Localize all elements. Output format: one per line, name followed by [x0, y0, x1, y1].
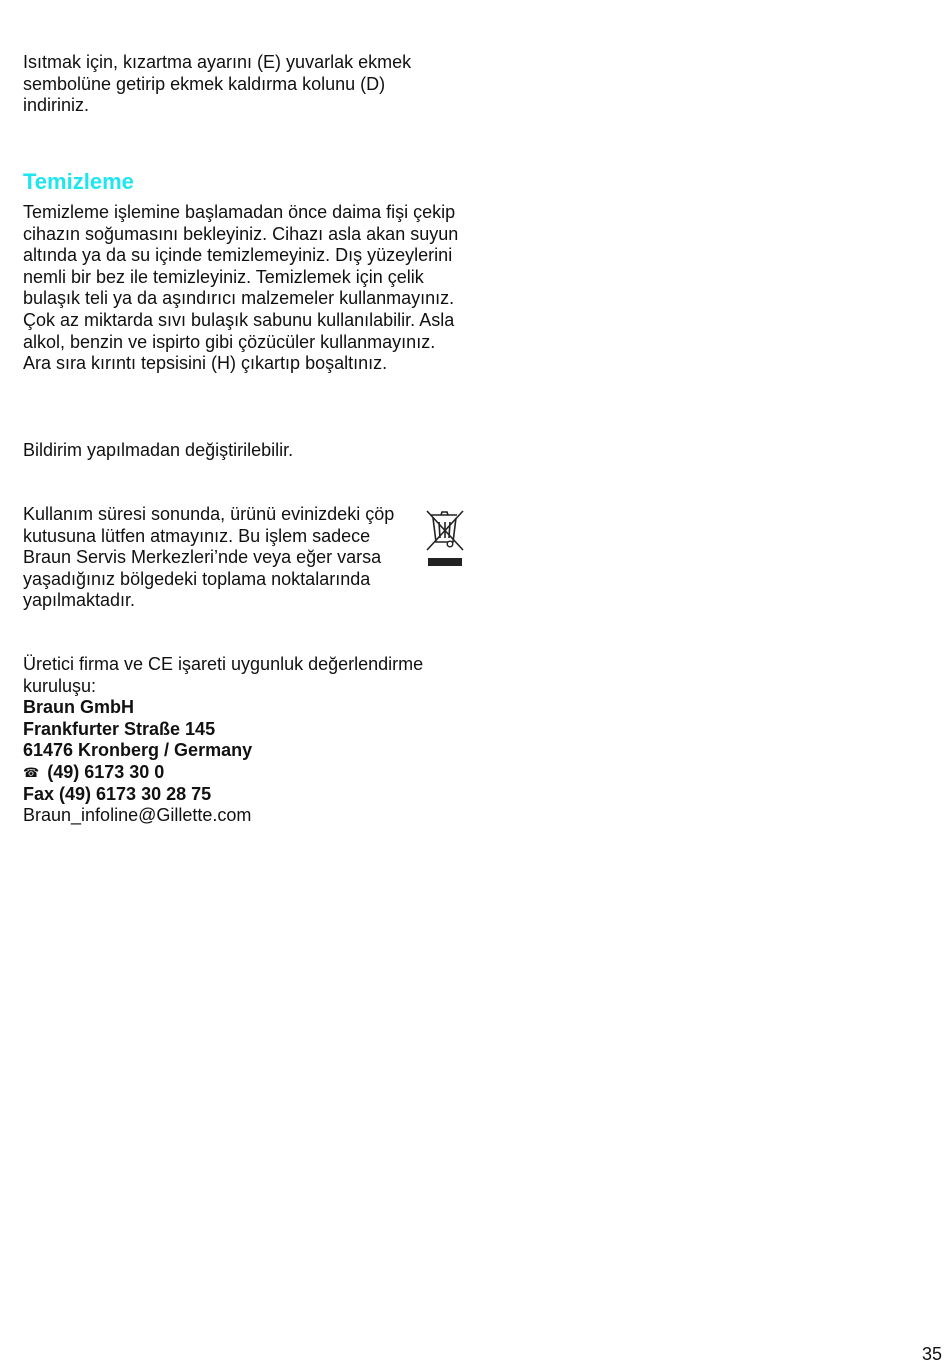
- phone-line: [23, 762, 463, 784]
- crossed-out-wheelie-bin-icon: [423, 508, 467, 570]
- cleaning-paragraph: Temizleme işlemine başlamadan önce daima fişi çekip cihazın soğumasını bekleyiniz. Cihazı asla akan suyun altında ya da su içinde temizlemeyiniz. Dış yüzeylerini nemli bir bez ile temizleyiniz. Temizlemek için çelik bulaşık teli ya da aşındırıcı malzemeler kullanmayınız. Çok az miktarda sıvı bulaşık sabunu kullanılabilir. Asla alkol, benzin ve ispirto gibi çözücüler kullanmayınız. Ara sıra kırıntı tepsisini (H) çıkartıp boşaltınız.: [23, 202, 459, 374]
- notice-paragraph: Bildirim yapılmadan değiştirilebilir.: [23, 440, 294, 460]
- change-notice: [23, 440, 463, 462]
- manufacturer-info: [23, 654, 463, 827]
- phone-number: (49) 6173 30 0: [47, 761, 165, 782]
- heating-paragraph: Isıtmak için, kızartma ayarını (E) yuvarlak ekmek sembolüne getirip ekmek kaldırma kolunu (D) indiriniz.: [23, 52, 412, 116]
- company-name: Braun GmbH: [23, 697, 135, 718]
- cleaning-section: [23, 202, 463, 375]
- disposal-section: [23, 504, 423, 612]
- disposal-paragraph: Kullanım süresi sonunda, ürünü evinizdeki çöp kutusuna lütfen atmayınız. Bu işlem sadece Braun Servis Merkezleri’nde veya eğer varsa yaşadığınız bölgedeki toplama noktalarında yapılmaktadır.: [23, 504, 395, 611]
- fax-line: Fax (49) 6173 30 28 75: [23, 783, 212, 804]
- cleaning-heading: Temizleme: [23, 169, 134, 194]
- email-address: Braun_infoline@Gillette.com: [23, 805, 252, 826]
- street-address: Frankfurter Straße 145: [23, 718, 216, 739]
- heating-instructions: [23, 52, 453, 117]
- phone-icon: ☎: [23, 764, 40, 780]
- page-number: 35: [921, 1344, 942, 1364]
- city-address: 61476 Kronberg / Germany: [23, 740, 253, 761]
- manufacturer-intro: Üretici firma ve CE işareti uygunluk değerlendirme kuruluşu:: [23, 654, 424, 696]
